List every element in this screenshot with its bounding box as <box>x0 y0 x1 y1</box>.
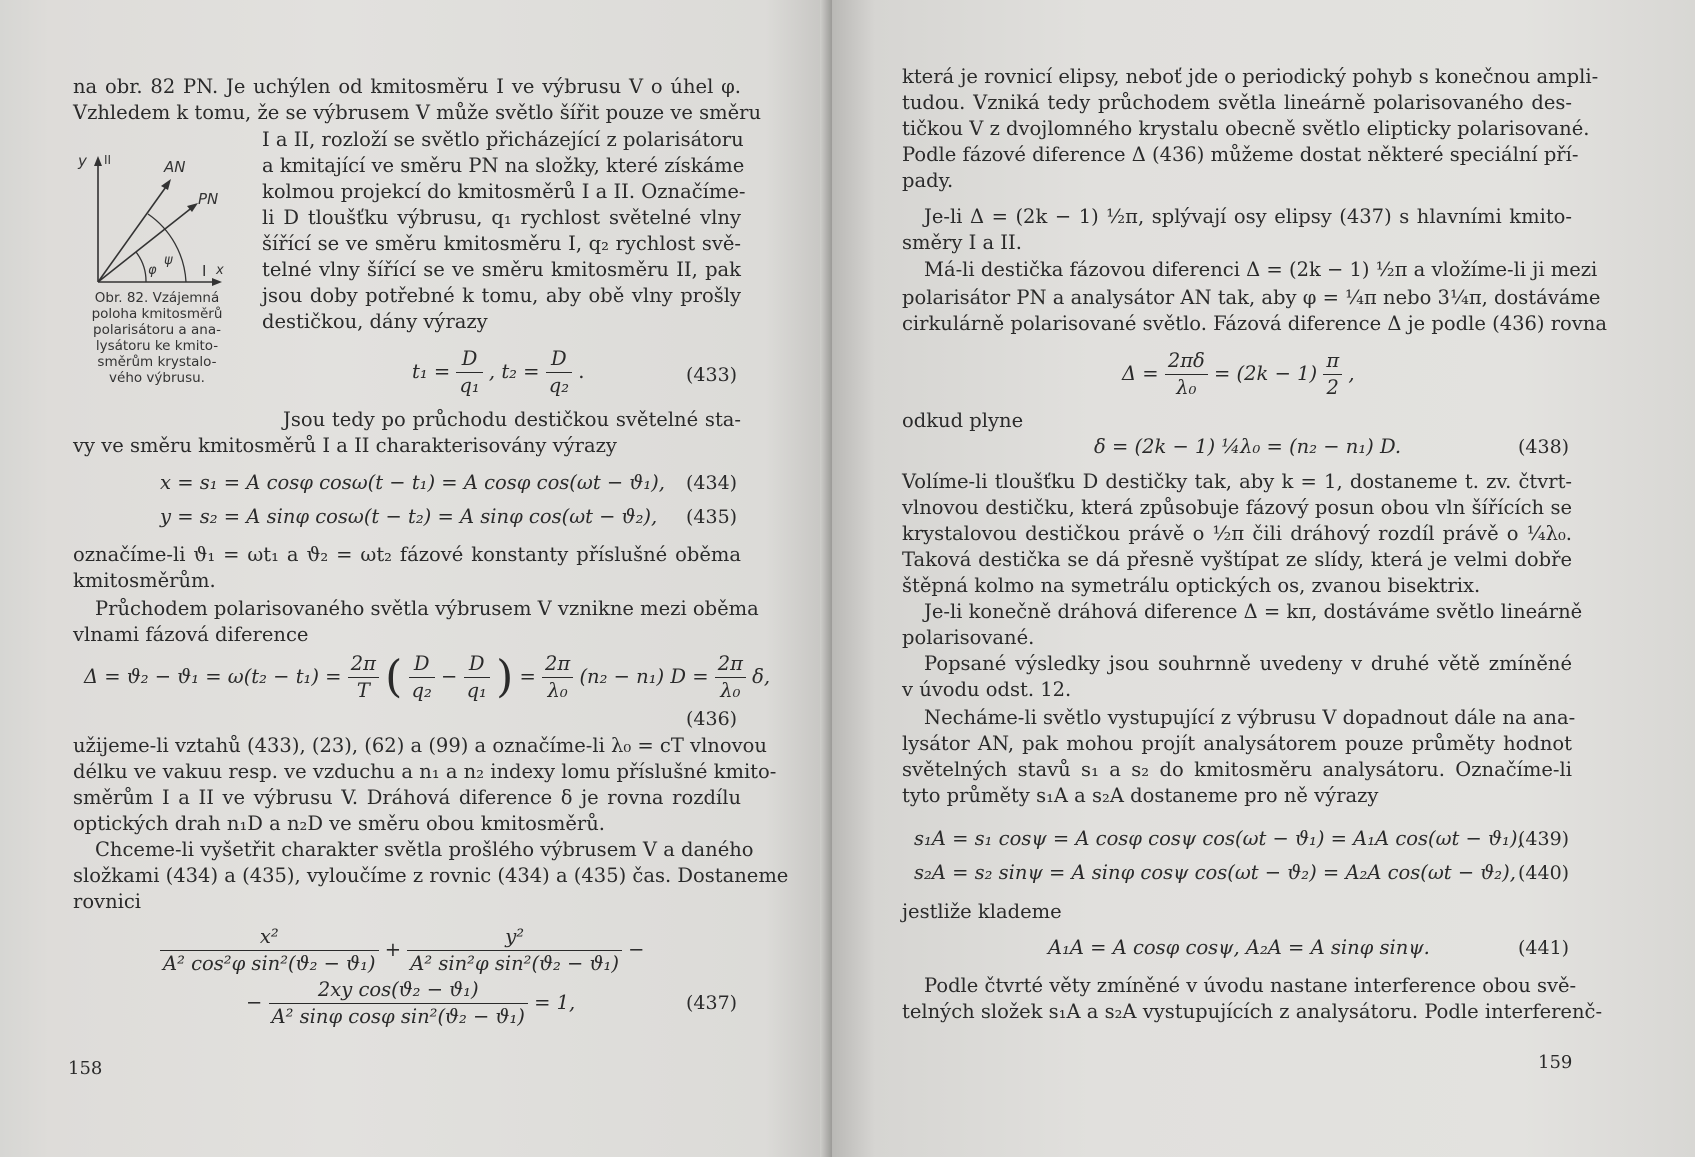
eq-fraction <box>715 651 746 704</box>
page-number: 158 <box>68 1058 103 1079</box>
equation-delta <box>1122 348 1355 401</box>
figure-caption <box>72 290 242 386</box>
right-page <box>832 0 1695 1157</box>
eq-fraction <box>1323 348 1342 401</box>
text-line: telné vlny šířící se ve směru kmitosměru II, pak <box>262 258 741 281</box>
frac-den: q₂ <box>411 679 432 702</box>
text-line: Popsané výsledky jsou souhrnně uvedeny v druhé větě zmíněné <box>924 652 1572 675</box>
text-line: lysátor AN, pak mohou projít analysátorem pouze průměty hodnot <box>902 732 1572 755</box>
text-line: I a II, rozloží se světlo přicházející z polarisátoru <box>262 128 744 151</box>
eq-fraction <box>1165 348 1208 401</box>
equation-number: (440) <box>1518 862 1570 884</box>
text-line: označíme-li ϑ₁ = ωt₁ a ϑ₂ = ωt₂ fázové konstanty příslušné oběma <box>73 543 741 566</box>
caption-line: polarisátoru a ana- <box>93 322 221 338</box>
figure-label: y <box>78 152 87 170</box>
text-line: kolmou projekcí do kmitosměrů I a II. Označíme- <box>262 180 746 203</box>
frac-num: D <box>456 346 482 373</box>
text-line: Podle fázové diference Δ (436) můžeme dostat některé speciální pří- <box>902 143 1579 166</box>
equation-number: (435) <box>686 506 738 528</box>
frac-num: 2πδ <box>1165 348 1208 375</box>
frac-den: q₁ <box>466 679 487 702</box>
an-arrow-icon <box>161 179 171 190</box>
caption-line: poloha kmitosměrů <box>91 306 223 322</box>
eq-fraction <box>160 924 379 977</box>
caption-line: vého výbrusu. <box>109 370 205 386</box>
text-line: polarisátor PN a analysátor AN tak, aby φ = ¼π nebo 3¼π, dostáváme <box>902 286 1601 309</box>
caption-line: směrům krystalo- <box>97 354 217 370</box>
eq-term: , <box>1348 362 1355 385</box>
frac-den: λ₀ <box>1176 376 1197 399</box>
text-line: rovnici <box>73 890 142 913</box>
eq-term: − <box>628 938 645 961</box>
equation-number: (436) <box>686 708 738 730</box>
frac-num: D <box>409 651 435 678</box>
text-line: tudou. Vzniká tedy průchodem světla lineárně polarisovaného des- <box>902 91 1572 114</box>
eq-term: , t₂ = <box>488 360 540 383</box>
text-line: krystalovou destičkou právě o ½π čili dráhový rozdíl právě o ¼λ₀. <box>902 522 1572 545</box>
text-line: která je rovnicí elipsy, neboť jde o periodický pohyb s konečnou ampli- <box>902 65 1599 88</box>
eq-term: t₁ = <box>412 360 451 383</box>
equation-number: (437) <box>686 992 738 1014</box>
phi-arc <box>136 252 146 282</box>
pn-line <box>98 206 194 282</box>
frac-num: D <box>464 651 490 678</box>
page-number: 159 <box>1538 1052 1573 1073</box>
equation-435: y = s₂ = A sinφ cosω(t − t₂) = A sinφ cos(ωt − ϑ₂), <box>160 505 658 528</box>
text-line: Vzhledem k tomu, že se výbrusem V může světlo šířit pouze ve směru <box>73 101 762 124</box>
frac-num: 2π <box>542 651 573 678</box>
text-line: destičkou, dány výrazy <box>262 310 488 333</box>
equation-441: A₁A = A cosφ cosψ, A₂A = A sinφ sinψ. <box>1048 936 1430 959</box>
frac-den: q₂ <box>548 374 570 397</box>
eq-paren: ( <box>385 651 403 703</box>
text-line: vlnovou destičku, která způsobuje fázový posun obou vln šířících se <box>902 496 1572 519</box>
eq-term: (n₂ − n₁) D = <box>579 665 709 688</box>
text-line: v úvodu odst. 12. <box>902 678 1072 701</box>
equation-437-line1 <box>160 924 644 977</box>
equation-436 <box>84 651 770 704</box>
x-axis-arrow-icon <box>212 278 222 286</box>
text-line: Chceme-li vyšetřit charakter světla prošlého výbrusem V a daného <box>95 838 754 861</box>
figure-82-diagram <box>76 148 226 288</box>
text-line: Jsou tedy po průchodu destičkou světelné sta- <box>283 408 741 431</box>
equation-433 <box>412 346 584 399</box>
frac-den: A² sinφ cosφ sin²(ϑ₂ − ϑ₁) <box>271 1005 525 1028</box>
eq-fraction <box>348 651 379 704</box>
eq-term: − <box>246 991 263 1014</box>
text-line: světelných stavů s₁ a s₂ do kmitosměru analysátoru. Označíme-li <box>902 758 1572 781</box>
equation-number: (439) <box>1518 828 1570 850</box>
eq-term: Δ = ϑ₂ − ϑ₁ = ω(t₂ − t₁) = <box>84 665 342 688</box>
text-line: Má-li destička fázovou diferenci Δ = (2k − 1) ½π a vložíme-li ji mezi <box>924 258 1598 281</box>
equation-438: δ = (2k − 1) ¼λ₀ = (n₂ − n₁) D. <box>1094 435 1402 458</box>
text-line: tičkou V z dvojlomného krystalu obecně světlo elipticky polarisované. <box>902 117 1590 140</box>
caption-line: Obr. 82. Vzájemná <box>94 290 220 306</box>
text-line: jestliže klademe <box>902 900 1062 923</box>
text-line: Volíme-li tloušťku D destičky tak, aby k = 1, dostaneme t. zv. čtvrt- <box>902 470 1572 493</box>
frac-num: x² <box>160 924 379 951</box>
eq-term: = (2k − 1) <box>1214 362 1318 385</box>
eq-term: Δ = <box>1122 362 1159 385</box>
eq-fraction <box>546 346 572 399</box>
text-line: užijeme-li vztahů (433), (23), (62) a (99) a označíme-li λ₀ = cT vlnovou <box>73 734 767 757</box>
text-line: a kmitající ve směru PN na složky, které získáme <box>262 154 745 177</box>
text-line: Podle čtvrté věty zmíněné v úvodu nastane interference obou svě- <box>924 974 1577 997</box>
equation-number: (438) <box>1518 436 1570 458</box>
text-line: odkud plyne <box>902 409 1024 432</box>
frac-den: λ₀ <box>547 679 568 702</box>
eq-fraction <box>542 651 573 704</box>
text-line: vlnami fázová diference <box>73 623 309 646</box>
equation-439: s₁A = s₁ cosψ = A cosφ cosψ cos(ωt − ϑ₁) = A₁A cos(ωt − ϑ₁), <box>914 827 1524 850</box>
frac-den: λ₀ <box>720 679 741 702</box>
frac-den: A² cos²φ sin²(ϑ₂ − ϑ₁) <box>163 952 376 975</box>
text-line: směry I a II. <box>902 231 1022 254</box>
text-line: šířící se ve směru kmitosměru I, q₂ rychlost svě- <box>262 232 741 255</box>
equation-434: x = s₁ = A cosφ cosω(t − t₁) = A cosφ cos(ωt − ϑ₁), <box>160 471 665 494</box>
equation-440: s₂A = s₂ sinψ = A sinφ cosψ cos(ωt − ϑ₂) = A₂A cos(ωt − ϑ₂), <box>914 861 1516 884</box>
text-line: Průchodem polarisovaného světla výbrusem V vznikne mezi oběma <box>95 597 759 620</box>
text-line: pady. <box>902 169 954 192</box>
an-line <box>98 184 168 282</box>
text-line: telných složek s₁A a s₂A vystupujících z analysátoru. Podle interferenč- <box>902 1000 1603 1023</box>
eq-fraction <box>456 346 482 399</box>
text-line: Necháme-li světlo vystupující z výbrusu V dopadnout dále na ana- <box>924 706 1576 729</box>
eq-term: − <box>441 665 458 688</box>
frac-den: 2 <box>1326 376 1339 399</box>
frac-num: 2xy cos(ϑ₂ − ϑ₁) <box>269 977 528 1004</box>
eq-term: = <box>519 665 536 688</box>
text-line: polarisované. <box>902 626 1035 649</box>
figure-label: φ <box>148 263 157 278</box>
eq-fraction <box>464 651 490 704</box>
equation-number: (433) <box>686 364 738 386</box>
figure-label: II <box>104 153 112 167</box>
text-line: štěpná kolmo na symetrálu optických os, zvanou bisektrix. <box>902 574 1481 597</box>
y-axis-arrow-icon <box>94 156 102 166</box>
equation-437-line2 <box>246 977 575 1030</box>
text-line: optických drah n₁D a n₂D ve směru obou kmitosměrů. <box>73 812 605 835</box>
equation-number: (441) <box>1518 937 1570 959</box>
text-line: směrům I a II ve výbrusu V. Dráhová diference δ je rovna rozdílu <box>73 786 741 809</box>
eq-term: . <box>578 360 585 383</box>
eq-term: + <box>384 938 402 961</box>
figure-label: ψ <box>164 253 173 268</box>
eq-fraction <box>409 651 435 704</box>
frac-num: π <box>1323 348 1342 375</box>
text-line: tyto průměty s₁A a s₂A dostaneme pro ně výrazy <box>902 784 1379 807</box>
equation-number: (434) <box>686 472 738 494</box>
figure-label: AN <box>164 158 186 176</box>
text-line: délku ve vakuu resp. ve vzduchu a n₁ a n₂ indexy lomu příslušné kmito- <box>73 760 777 783</box>
text-line: Je-li konečně dráhová diference Δ = kπ, dostáváme světlo lineárně <box>924 600 1583 623</box>
frac-num: y² <box>407 924 622 951</box>
text-line: cirkulárně polarisované světlo. Fázová diference Δ je podle (436) rovna <box>902 312 1607 335</box>
eq-term: = 1, <box>534 991 576 1014</box>
text-line: kmitosměrům. <box>73 569 216 592</box>
frac-den: T <box>356 679 370 702</box>
left-page <box>0 0 832 1157</box>
frac-num: 2π <box>348 651 379 678</box>
eq-fraction <box>269 977 528 1030</box>
text-line: jsou doby potřebné k tomu, aby obě vlny prošly <box>262 284 741 307</box>
text-line: vy ve směru kmitosměrů I a II charakterisovány výrazy <box>73 434 617 457</box>
figure-label: x <box>216 263 224 278</box>
frac-num: 2π <box>715 651 746 678</box>
frac-den: q₁ <box>459 374 480 397</box>
eq-paren: ) <box>496 651 514 703</box>
caption-line: lysátoru ke kmito- <box>95 338 219 354</box>
text-line: na obr. 82 PN. Je uchýlen od kmitosměru I ve výbrusu V o úhel φ. <box>73 75 741 98</box>
frac-num: D <box>546 346 572 373</box>
figure-label: PN <box>198 190 219 208</box>
text-line: Je-li Δ = (2k − 1) ½π, splývají osy elipsy (437) s hlavními kmito- <box>924 205 1572 228</box>
text-line: Taková destička se dá přesně vyštípat ze slídy, která je velmi dobře <box>902 548 1572 571</box>
text-line: li D tloušťku výbrusu, q₁ rychlost světelné vlny <box>262 206 741 229</box>
text-line: složkami (434) a (435), vyloučíme z rovnic (434) a (435) čas. Dostaneme <box>73 864 789 887</box>
eq-term: δ, <box>752 665 771 688</box>
frac-den: A² sin²φ sin²(ϑ₂ − ϑ₁) <box>410 952 619 975</box>
eq-fraction <box>407 924 622 977</box>
figure-label: I <box>202 262 207 280</box>
